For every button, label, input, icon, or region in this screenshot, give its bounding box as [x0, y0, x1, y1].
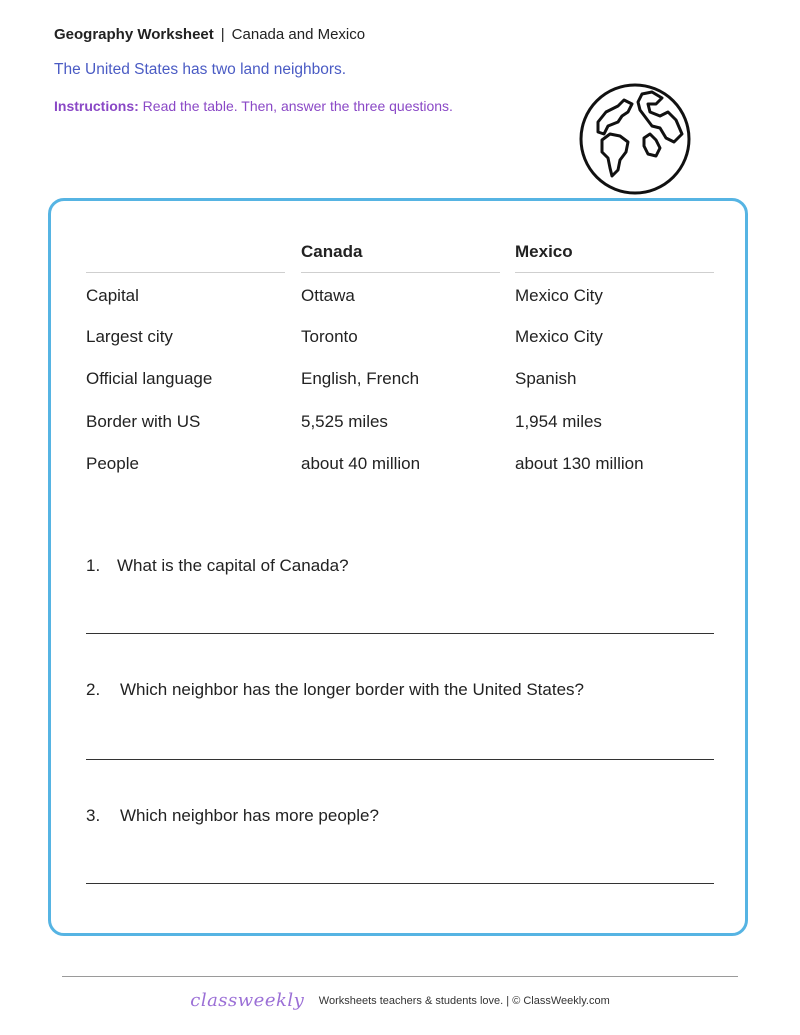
row-label: People	[86, 454, 139, 473]
table-header-canada: Canada	[301, 242, 363, 261]
worksheet-subtitle: The United States has two land neighbors.	[54, 61, 347, 78]
worksheet-header	[54, 26, 365, 43]
classweekly-logo: classweekly	[190, 990, 305, 1011]
question-1	[86, 556, 349, 576]
table-header-divider	[515, 272, 714, 273]
table-header-divider	[86, 272, 285, 273]
question-number: 3.	[86, 806, 101, 825]
canada-value: English, French	[301, 369, 420, 388]
canada-value: Ottawa	[301, 286, 355, 305]
worksheet-title: Geography Worksheet	[54, 26, 214, 43]
mexico-value: 1,954 miles	[515, 412, 602, 431]
canada-value: 5,525 miles	[301, 412, 388, 431]
question-text: Which neighbor has more people?	[120, 806, 379, 825]
row-label: Largest city	[86, 327, 173, 346]
answer-line-2[interactable]	[86, 759, 714, 760]
question-2	[86, 680, 584, 700]
instructions-text: Read the table. Then, answer the three questions.	[142, 98, 453, 114]
table-header-divider	[301, 272, 500, 273]
answer-line-3[interactable]	[86, 883, 714, 884]
header-separator: |	[220, 26, 225, 43]
row-label: Official language	[86, 369, 213, 388]
question-text: Which neighbor has the longer border with the United States?	[120, 680, 584, 699]
mexico-value: Mexico City	[515, 286, 603, 305]
canada-value: about 40 million	[301, 454, 421, 473]
row-label: Border with US	[86, 412, 201, 431]
mexico-value: Spanish	[515, 369, 577, 388]
worksheet-topic: Canada and Mexico	[231, 26, 366, 43]
question-number: 1.	[86, 556, 101, 575]
mexico-value: about 130 million	[515, 454, 644, 473]
footer-divider	[62, 976, 738, 977]
instructions	[54, 98, 453, 114]
mexico-value: Mexico City	[515, 327, 603, 346]
canada-value: Toronto	[301, 327, 358, 346]
question-number: 2.	[86, 680, 101, 699]
table-header-mexico: Mexico	[515, 242, 573, 261]
globe-icon	[578, 82, 692, 196]
footer	[0, 990, 800, 1011]
footer-tagline: Worksheets teachers & students love. | © ClassWeekly.com	[318, 994, 610, 1007]
question-3	[86, 806, 379, 826]
row-label: Capital	[86, 286, 139, 305]
instructions-label: Instructions:	[54, 98, 139, 114]
question-text: What is the capital of Canada?	[117, 556, 349, 575]
answer-line-1[interactable]	[86, 633, 714, 634]
